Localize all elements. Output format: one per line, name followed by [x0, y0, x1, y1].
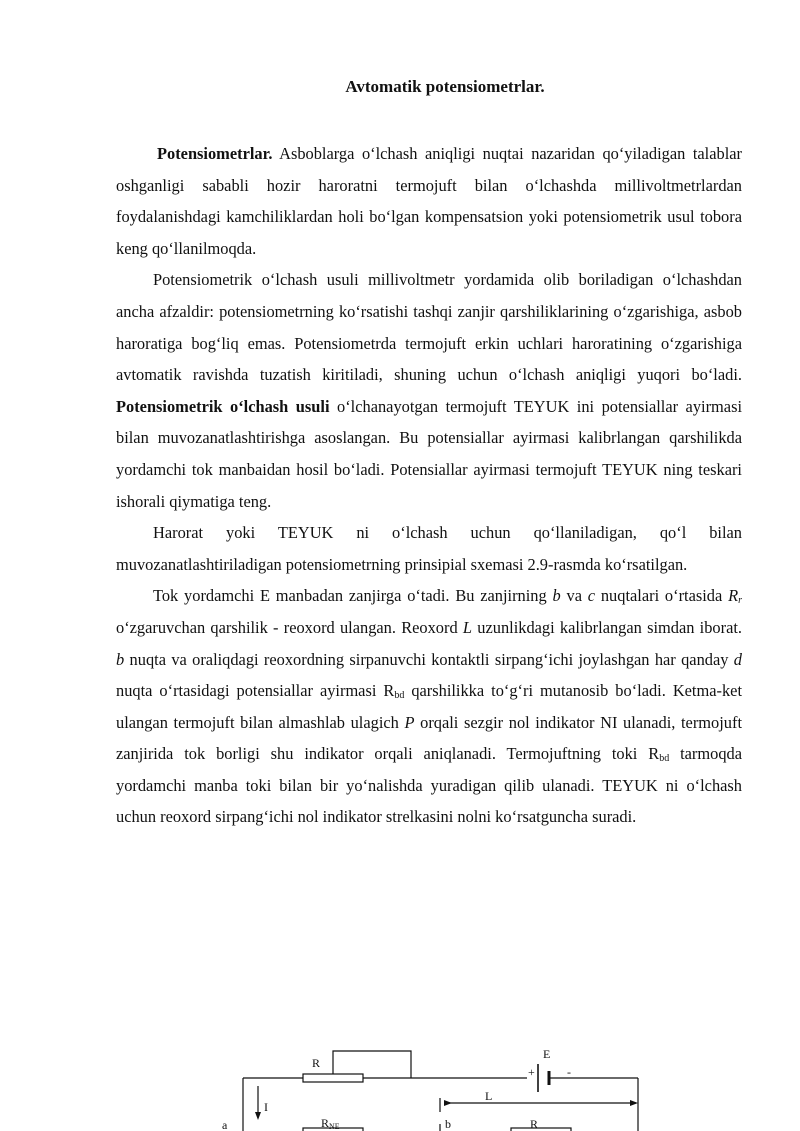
paragraph-3	[116, 517, 742, 580]
p4-point-b: b	[552, 586, 561, 606]
label-rne-sub: NE	[329, 1122, 340, 1131]
p4-point-d: d	[733, 649, 742, 669]
label-l: L	[485, 1089, 493, 1103]
p4-point-c: c	[587, 586, 596, 606]
p4-s1: Tok yordamchi E manbadan zanjirga o‘tadi. Bu zanjirning	[153, 586, 553, 606]
p4-symbol-l: L	[462, 617, 473, 637]
p4-s9: orqali sezgir nol indikator NI ulanadi, termojuft zanjirida tok borligi shu indikator orqali aniqlanadi. Termojuftning toki R	[116, 712, 742, 764]
label-rne-main: R	[321, 1116, 330, 1130]
p4-symbol-p: P	[404, 712, 415, 732]
paragraph-2-text-a: Potensiometrik o‘lchash usuli millivoltmetr yordamida olib boriladigan o‘lchashdan ancha afzaldir: potensiometrning ko‘rsatishi tashqi zanjir qarshiliklarining o‘zgarishiga, asbob haroratiga bog‘liq emas. Potensiometrda termojuft erkin uchlari haroratining o‘zgarishiga avtomatik ravishda tuzatish kiritiladi, shuning uchun o‘lchash aniqligi yuqori bo‘ladi.	[116, 270, 742, 385]
label-r: R	[312, 1056, 321, 1070]
p4-sub-bd2: bd	[659, 753, 670, 765]
p4-s3: nuqtalari o‘rtasida	[595, 586, 729, 606]
p4-s10: tarmoqda yordamchi manba toki bilan bir yo‘nalishda yuradigan qilib ulanadi. TEYUK ni o‘lchash uchun reoxord sirpang‘ichi nol indikator strelkasini nolni ko‘rsatguncha suradi.	[116, 744, 742, 827]
p4-s8: qarshilikka to‘g‘ri mutanosib bo‘ladi. Ketma-ket ulangan termojuft bilan almashlab ulagich	[116, 681, 742, 732]
label-minus: -	[567, 1065, 571, 1079]
label-b: b	[445, 1117, 451, 1131]
p4-sub-bd: bd	[394, 690, 405, 702]
label-a: a	[222, 1118, 228, 1131]
p4-symbol-r-sub: r	[738, 595, 742, 607]
label-r2: R	[530, 1117, 539, 1131]
paragraph-2	[116, 264, 742, 517]
paragraph-2-text-b: o‘lchanayotgan termojuft TEYUK ini potensiallar ayirmasi bilan muvozanatlashtirishga asoslangan. Bu potensiallar ayirmasi kalibrlangan qarshilikda yordamchi tok manbaidan hosil bo‘ladi. Potensiallar ayirmasi termojuft TEYUK ning teskari ishorali qiymatiga teng.	[116, 396, 742, 511]
label-plus: +	[528, 1065, 535, 1079]
p4-symbol-r: R	[728, 586, 739, 606]
body-text	[116, 138, 742, 833]
label-rne	[321, 1116, 340, 1131]
label-e: E	[543, 1047, 551, 1061]
paragraph-1-text: Asboblarga o‘lchash aniqligi nuqtai nazaridan qo‘yiladigan talablar oshganligi sababli hozir haroratni termojuft bilan o‘lchashda millivoltmetrlardan foydalanishdagi kamchiliklardan holi bo‘lgan kompensatsion yoki potensiometrik usul tobora keng qo‘llanilmoqda.	[116, 144, 742, 258]
length-arrow-head-right	[630, 1100, 638, 1106]
p4-s6: nuqta va oraliqdagi reoxordning sirpanuvchi kontaktli sirpang‘ichi joylashgan har qanday	[124, 649, 734, 669]
resistor-r	[303, 1074, 363, 1082]
paragraph-1-bold: Potensiometrlar.	[157, 144, 273, 163]
p4-s4: o‘zgaruvchan qarshilik - reoxord ulangan. Reoxord	[116, 617, 463, 637]
p4-s2: va	[560, 586, 588, 606]
p4-s5: uzunlikdagi kalibrlangan simdan iborat.	[472, 617, 743, 637]
paragraph-4	[116, 580, 742, 833]
page-title: Avtomatik potensiometrlar.	[345, 77, 545, 96]
paragraph-2-bold: Potensiometrik o‘lchash usuli	[116, 396, 330, 416]
potentiometer-circuit-diagram	[200, 1040, 660, 1131]
p4-s7: nuqta o‘rtasidagi potensiallar ayirmasi R	[116, 681, 395, 701]
current-arrow-head	[255, 1112, 261, 1120]
p4-point-b2: b	[116, 649, 125, 669]
label-i: I	[264, 1100, 268, 1114]
paragraph-3-text: Harorat yoki TEYUK ni o‘lchash uchun qo‘llaniladigan, qo‘l bilan muvozanatlashtiriladigan potensiometrning prinsipial sxemasi 2.9-rasmda ko‘rsatilgan.	[116, 523, 742, 574]
paragraph-1	[116, 138, 742, 264]
length-arrow-head-left	[444, 1100, 452, 1106]
